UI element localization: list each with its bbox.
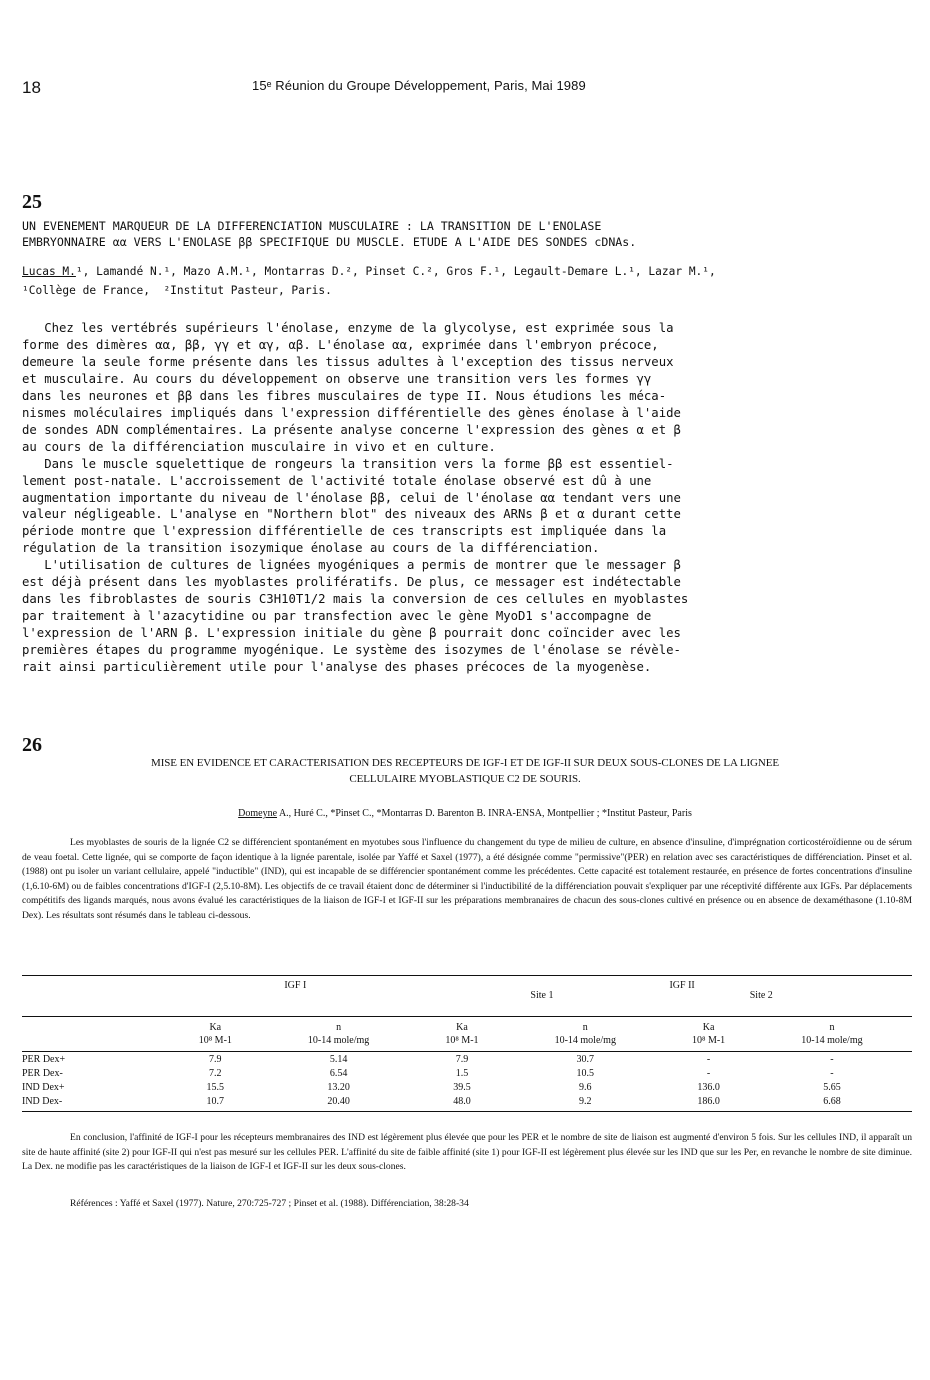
abstract-25-body-line: forme des dimères αα, ββ, γγ et αγ, αβ. L'énolase αα, exprimée dans l'embryon précoce, <box>22 337 659 352</box>
table-cell: - <box>830 1067 834 1079</box>
abstract-25-body-line: Chez les vertébrés supérieurs l'énolase, enzyme de la glycolyse, est exprimée sous la <box>22 321 674 335</box>
table-unit-empty <box>22 1017 172 1052</box>
table-cell: 186.0 <box>665 1094 752 1112</box>
table-cell: 5.14 <box>329 1053 348 1065</box>
table-cell: 6.68 <box>752 1094 912 1112</box>
table-cell: 9.2 <box>505 1094 665 1112</box>
table-cell: 7.9 <box>455 1053 469 1065</box>
table-cell: 5.65 <box>823 1081 841 1093</box>
abstract-25-body-line: demeure la seule forme présente dans les tissus adultes à l'exception des tissus nerveux <box>22 354 674 369</box>
abstract-25-body-line: rait ainsi particulièrement utile pour l'analyse des phases précoces de la myogenèse. <box>22 660 652 674</box>
table-unit-header: Ka 10⁸ M-1 <box>419 1017 506 1052</box>
abstract-25-body-line: au cours de la différenciation musculaire in vivo et en culture. <box>22 439 496 454</box>
table-cell: - <box>706 1067 711 1079</box>
binding-results-table <box>22 975 912 1112</box>
table-cell: 13.20 <box>327 1081 350 1093</box>
abstract-25-body-line: augmentation importante du niveau de l'énolase ββ, celui de l'énolase αα tendant vers une <box>22 490 681 505</box>
row-label: IND Dex+ <box>22 1081 65 1093</box>
table-unit-header: n 10-14 mole/mg <box>505 1017 665 1052</box>
table-cell: 10.7 <box>172 1094 259 1112</box>
abstract-25-body-line: L'utilisation de cultures de lignées myogéniques a permis de montrer que le messager β <box>22 558 681 573</box>
abstract-25-affiliations: ¹Collège de France, ²Institut Pasteur, Paris. <box>22 284 332 297</box>
page-number: 18 <box>22 78 41 97</box>
abstract-25-body-line: valeur négligeable. L'analyse en "Northern blot" des niveaux des ARNs β et α durant cette <box>22 507 681 522</box>
table-unit-header: Ka 10⁸ M-1 <box>172 1017 259 1052</box>
table-unit-header: Ka 10⁸ M-1 <box>665 1017 752 1052</box>
abstract-26-paragraph: Les myoblastes de souris de la lignée C2 se différencient spontanément en myotubes sous l'influence du changement du type de milieu de culture, en absence d'insuline, d'imprégnation corticostéroïdienne ou de sérum de veau foetal. Cette lignée, qui se comporte de façon identique à la lignée parentale, isolée par Yaffé et Saxel (1977), a été désignée comme "permissive"(PER) en relation avec ses caractéristiques de différenciation. Pinset et al. (1988) ont pu isoler un variant cellulaire, appelé "inductible" (IND), qui est incapable de se différencier spontanément comme les précédentes. Cette capacité est totalement restaurée, en présence de fortes concentrations d'insuline (1,6.10-6M) ou de faibles concentrations d'IGF-I (2,5.10-8M). Les objectifs de ce travail étaient donc de déterminer si l'inductibilité de la différenciation pouvait s'expliquer par une réceptivité différente aux IGFs. Par déplacements compétitifs des ligands marqués, nous avons évalué les caractéristiques de la liaison de IGF-I et IGF-II sur les préparations membranaires de chacun des sous-clones cultivé en présence ou en absence de dexaméthasone (1.10-8M Dex). Les résultats sont résumés dans le tableau ci-dessous. <box>22 837 912 921</box>
abstract-number-26: 26 <box>22 734 42 756</box>
abstract-25-body-line: dans les neurones et ββ dans les fibres musculaires de type II. Nous étudions les méca- <box>22 388 667 403</box>
table-cell: 39.5 <box>453 1081 471 1093</box>
table-group-empty <box>22 976 172 1017</box>
row-label: PER Dex- <box>22 1067 63 1079</box>
table-cell: - <box>830 1053 834 1065</box>
table-row <box>22 1094 912 1112</box>
table-cell: 20.40 <box>259 1094 419 1112</box>
abstract-25-title-line: UN EVENEMENT MARQUEUR DE LA DIFFERENCIATION MUSCULAIRE : LA TRANSITION DE L'ENOLASE <box>22 219 602 233</box>
table-group-igf2-site2: IGF IISite 2 <box>665 976 912 1017</box>
abstract-25-body-line: est déjà présent dans les myoblastes prolifératifs. De plus, ce messager est indétectable <box>22 575 681 590</box>
abstract-25-authors <box>22 266 716 277</box>
table-cell: 9.6 <box>579 1081 592 1093</box>
table-group-igf1: IGF I <box>172 976 419 1017</box>
table-cell: 30.7 <box>576 1053 594 1065</box>
table-cell: 7.9 <box>209 1053 222 1065</box>
presenting-author: Lucas M. <box>22 265 76 278</box>
table-cell: 48.0 <box>419 1094 506 1112</box>
table-cell: - <box>706 1053 711 1065</box>
abstract-25-body-line: nismes moléculaires impliqués dans l'expression différentielle des gènes énolase à l'aide <box>22 405 681 420</box>
table-row <box>22 1052 912 1067</box>
abstract-25-title-line: EMBRYONNAIRE αα VERS L'ENOLASE ββ SPECIFIQUE DU MUSCLE. ETUDE A L'AIDE DES SONDES cDNAs. <box>22 235 637 249</box>
table-cell: 6.54 <box>329 1067 348 1079</box>
table-cell: 10.5 <box>576 1067 594 1079</box>
abstract-25-body-line: premières étapes du programme myogénique. Le système des isozymes de l'énolase se révèle- <box>22 643 681 658</box>
abstract-26-title-line: MISE EN EVIDENCE ET CARACTERISATION DES RECEPTEURS DE IGF-I ET DE IGF-II SUR DEUX SOUS-CLONES DE LA LIGNEE <box>151 757 779 769</box>
abstract-25-body-line: période montre que l'expression différentielle de ces transcripts est impliquée dans la <box>22 524 667 539</box>
abstract-25-body-line: lement post-natale. L'accroissement de l'activité totale énolase observé est dû à une <box>22 473 652 488</box>
row-label: IND Dex- <box>22 1094 172 1112</box>
abstract-25-body-line: l'expression de l'ARN β. L'expression initiale du gène β pourrait donc coïncider avec les <box>22 626 681 641</box>
abstract-25-body-line: dans les fibroblastes de souris C3H10T1/2 mais la conversion de ces cellules en myoblastes <box>22 592 689 607</box>
abstract-25-body-line: de sondes ADN complémentaires. La présente analyse concerne l'expression des gènes α et β <box>22 422 681 437</box>
table-cell: 15.5 <box>206 1081 225 1093</box>
abstract-26-authors <box>0 808 930 819</box>
co-authors: A., Huré C., *Pinset C., *Montarras D. Barenton B. INRA-ENSA, Montpellier ; *Institut Pasteur, Paris <box>277 808 692 819</box>
table-group-site1: Site 1 <box>419 976 666 1017</box>
table-unit-header: n 10-14 mole/mg <box>752 1017 912 1052</box>
presenting-author: Domeyne <box>238 808 278 819</box>
table-cell: 136.0 <box>697 1081 720 1093</box>
abstract-25-body-line: par traitement à l'azacytidine ou par transfection avec le gène MyoD1 s'accompagne de <box>22 609 652 624</box>
abstract-number-25: 25 <box>22 191 42 213</box>
abstract-25-body-line: et musculaire. Au cours du développement on observe une transition vers les formes γγ <box>22 371 652 386</box>
abstract-25-body-line: Dans le muscle squelettique de rongeurs la transition vers la forme ββ est essentiel- <box>22 456 674 471</box>
co-authors: ¹, Lamandé N.¹, Mazo A.M.¹, Montarras D.², Pinset C.², Gros F.¹, Legault-Demare L.¹, Lazar M.¹, <box>75 265 716 278</box>
abstract-26-conclusion: En conclusion, l'affinité de IGF-I pour les récepteurs membranaires des IND est légèrement plus élevée que pour les PER et le nombre de site de liaison est augmenté d'environ 5 fois. Sur les cellules IND, il apparaît un site de haute affinité (site 2) pour IGF-II qui n'est pas mesuré sur les cellules PER. L'affinité du site de faible affinité (site 1) pour IGF-II est légèrement plus élevée sur les IND que sur les Per, en revanche le nombre de site diminue. La Dex. ne modifie pas les caractéristiques de la liaison de IGF-I et IGF-II sur les deux sous-clones. <box>22 1132 912 1172</box>
row-label: PER Dex+ <box>22 1053 66 1065</box>
running-header: 15ᵉ Réunion du Groupe Développement, Paris, Mai 1989 <box>252 78 586 93</box>
abstract-26-title-line: CELLULAIRE MYOBLASTIQUE C2 DE SOURIS. <box>349 773 581 785</box>
abstract-25-body-line: régulation de la transition isozymique énolase au cours de la différenciation. <box>22 541 600 556</box>
table-unit-header: n 10-14 mole/mg <box>259 1017 419 1052</box>
table-cell: 7.2 <box>209 1067 222 1079</box>
abstract-26-references: Références : Yaffé et Saxel (1977). Nature, 270:725-727 ; Pinset et al. (1988). Différenciation, 38:28-34 <box>70 1198 469 1209</box>
table-row <box>22 1080 912 1094</box>
table-cell: 1.5 <box>455 1067 469 1079</box>
table-row <box>22 1066 912 1080</box>
